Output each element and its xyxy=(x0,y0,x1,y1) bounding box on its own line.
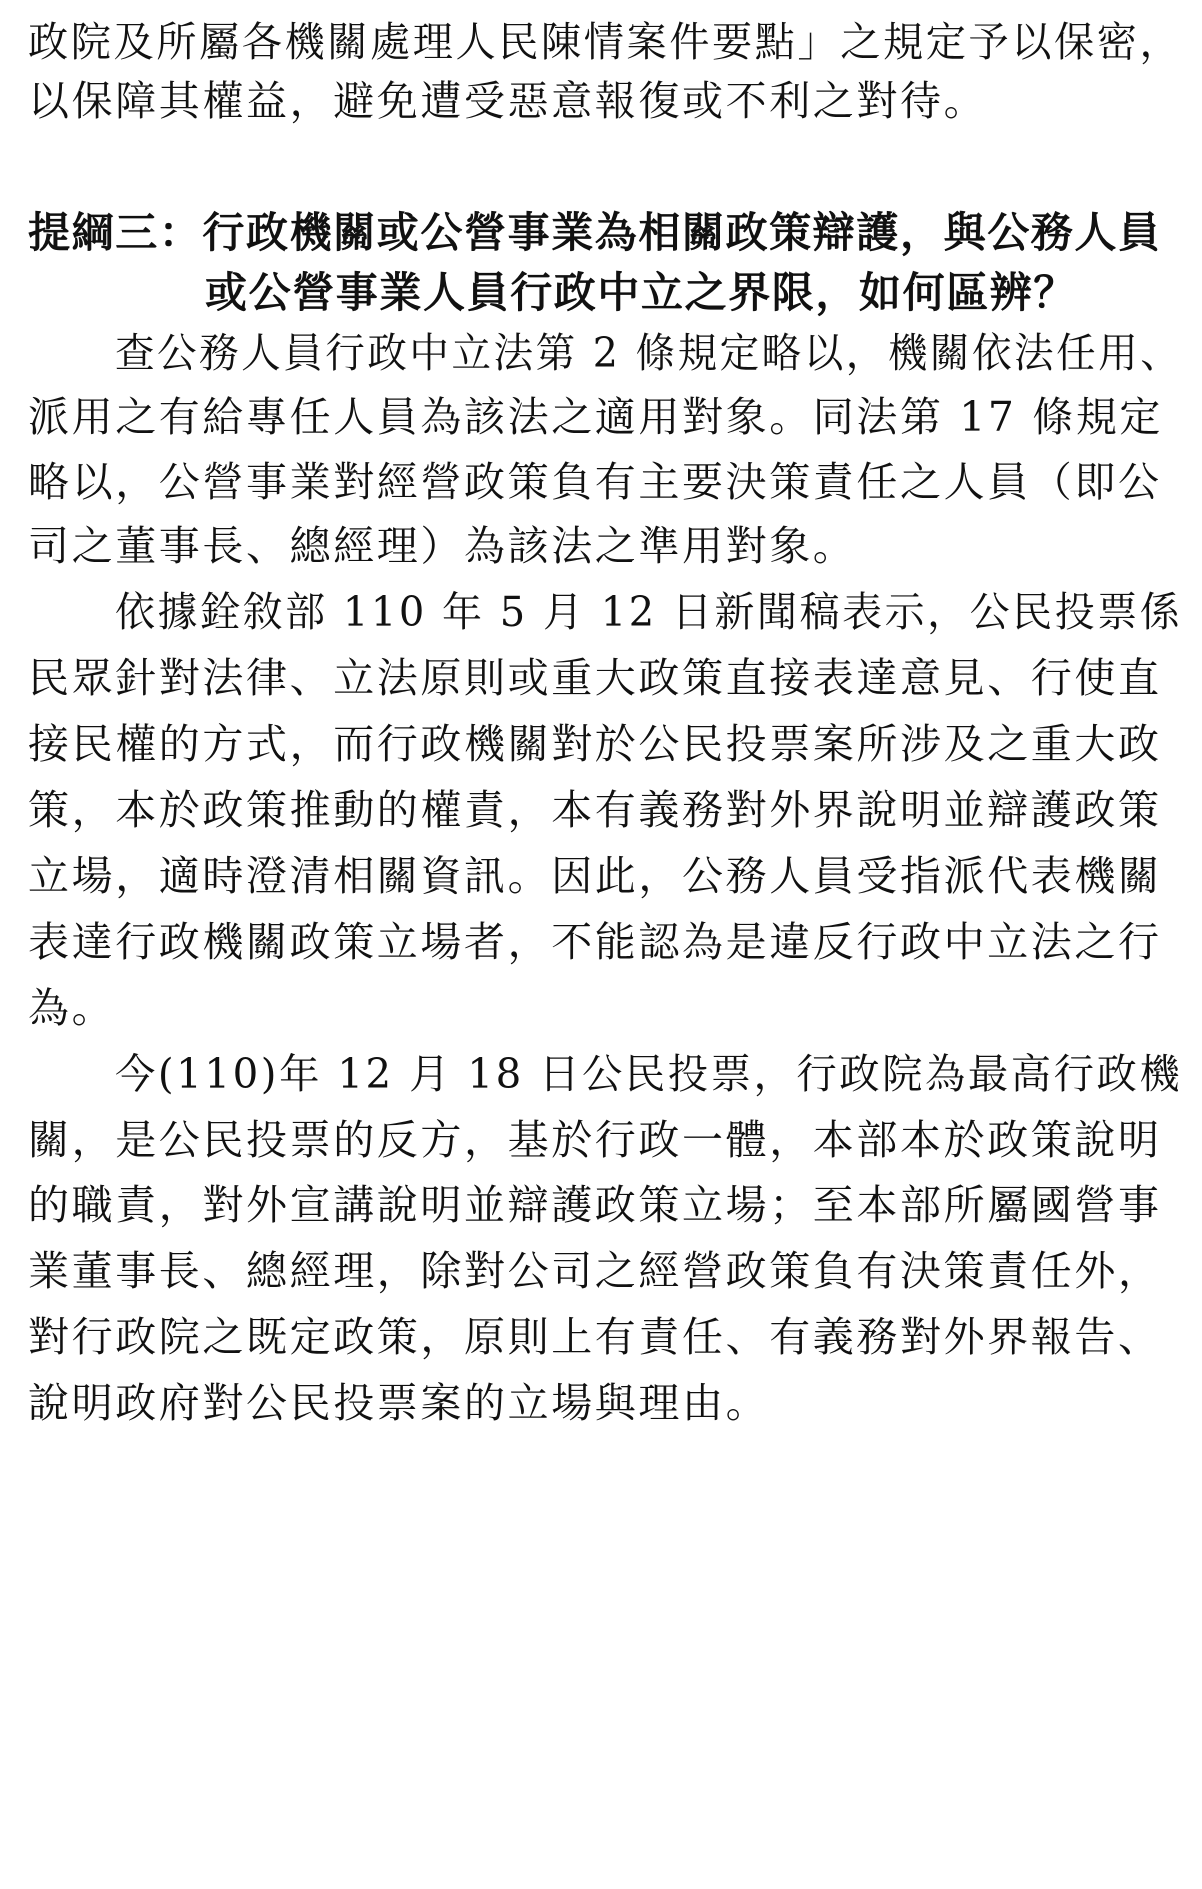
paragraph-line: 查公務人員行政中立法第 2 條規定略以，機關依法任用、 xyxy=(115,329,1183,377)
section-heading-line2: 或公營事業人員行政中立之界限，如何區辨？ xyxy=(205,268,1078,317)
paragraph-line: 略以，公營事業對經營政策負有主要決策責任之人員（即公 xyxy=(28,458,1162,506)
paragraph-line: 的職責，對外宣講說明並辯護政策立場；至本部所屬國營事 xyxy=(28,1181,1162,1229)
paragraph-line: 策，本於政策推動的權責，本有義務對外界說明並辯護政策 xyxy=(28,786,1162,834)
paragraph-line: 業董事長、總經理，除對公司之經營政策負有決策責任外， xyxy=(28,1247,1162,1295)
paragraph-line: 關，是公民投票的反方，基於行政一體，本部本於政策說明 xyxy=(28,1116,1162,1164)
paragraph-line: 司之董事長、總經理）為該法之準用對象。 xyxy=(28,522,857,570)
paragraph-line: 立場，適時澄清相關資訊。因此，公務人員受指派代表機關 xyxy=(28,852,1162,900)
paragraph-line: 接民權的方式，而行政機關對於公民投票案所涉及之重大政 xyxy=(28,720,1162,768)
paragraph-line: 為。 xyxy=(28,984,116,1032)
paragraph-line: 派用之有給專任人員為該法之適用對象。同法第 17 條規定 xyxy=(28,393,1164,441)
paragraph-line: 依據銓敘部 110 年 5 月 12 日新聞稿表示，公民投票係 xyxy=(115,588,1183,636)
intro-line: 以保障其權益，避免遭受惡意報復或不利之對待。 xyxy=(28,77,988,125)
paragraph-line: 說明政府對公民投票案的立場與理由。 xyxy=(28,1379,770,1427)
paragraph-line: 今(110)年 12 月 18 日公民投票，行政院為最高行政機 xyxy=(115,1050,1183,1098)
paragraph-line: 對行政院之既定政策，原則上有責任、有義務對外界報告、 xyxy=(28,1313,1162,1361)
section-heading-line1: 提綱三：行政機關或公營事業為相關政策辯護，與公務人員 xyxy=(28,208,1162,257)
paragraph-line: 民眾針對法律、立法原則或重大政策直接表達意見、行使直 xyxy=(28,654,1162,702)
intro-line: 政院及所屬各機關處理人民陳情案件要點」之規定予以保密， xyxy=(28,18,1183,66)
paragraph-line: 表達行政機關政策立場者，不能認為是違反行政中立法之行 xyxy=(28,918,1162,966)
